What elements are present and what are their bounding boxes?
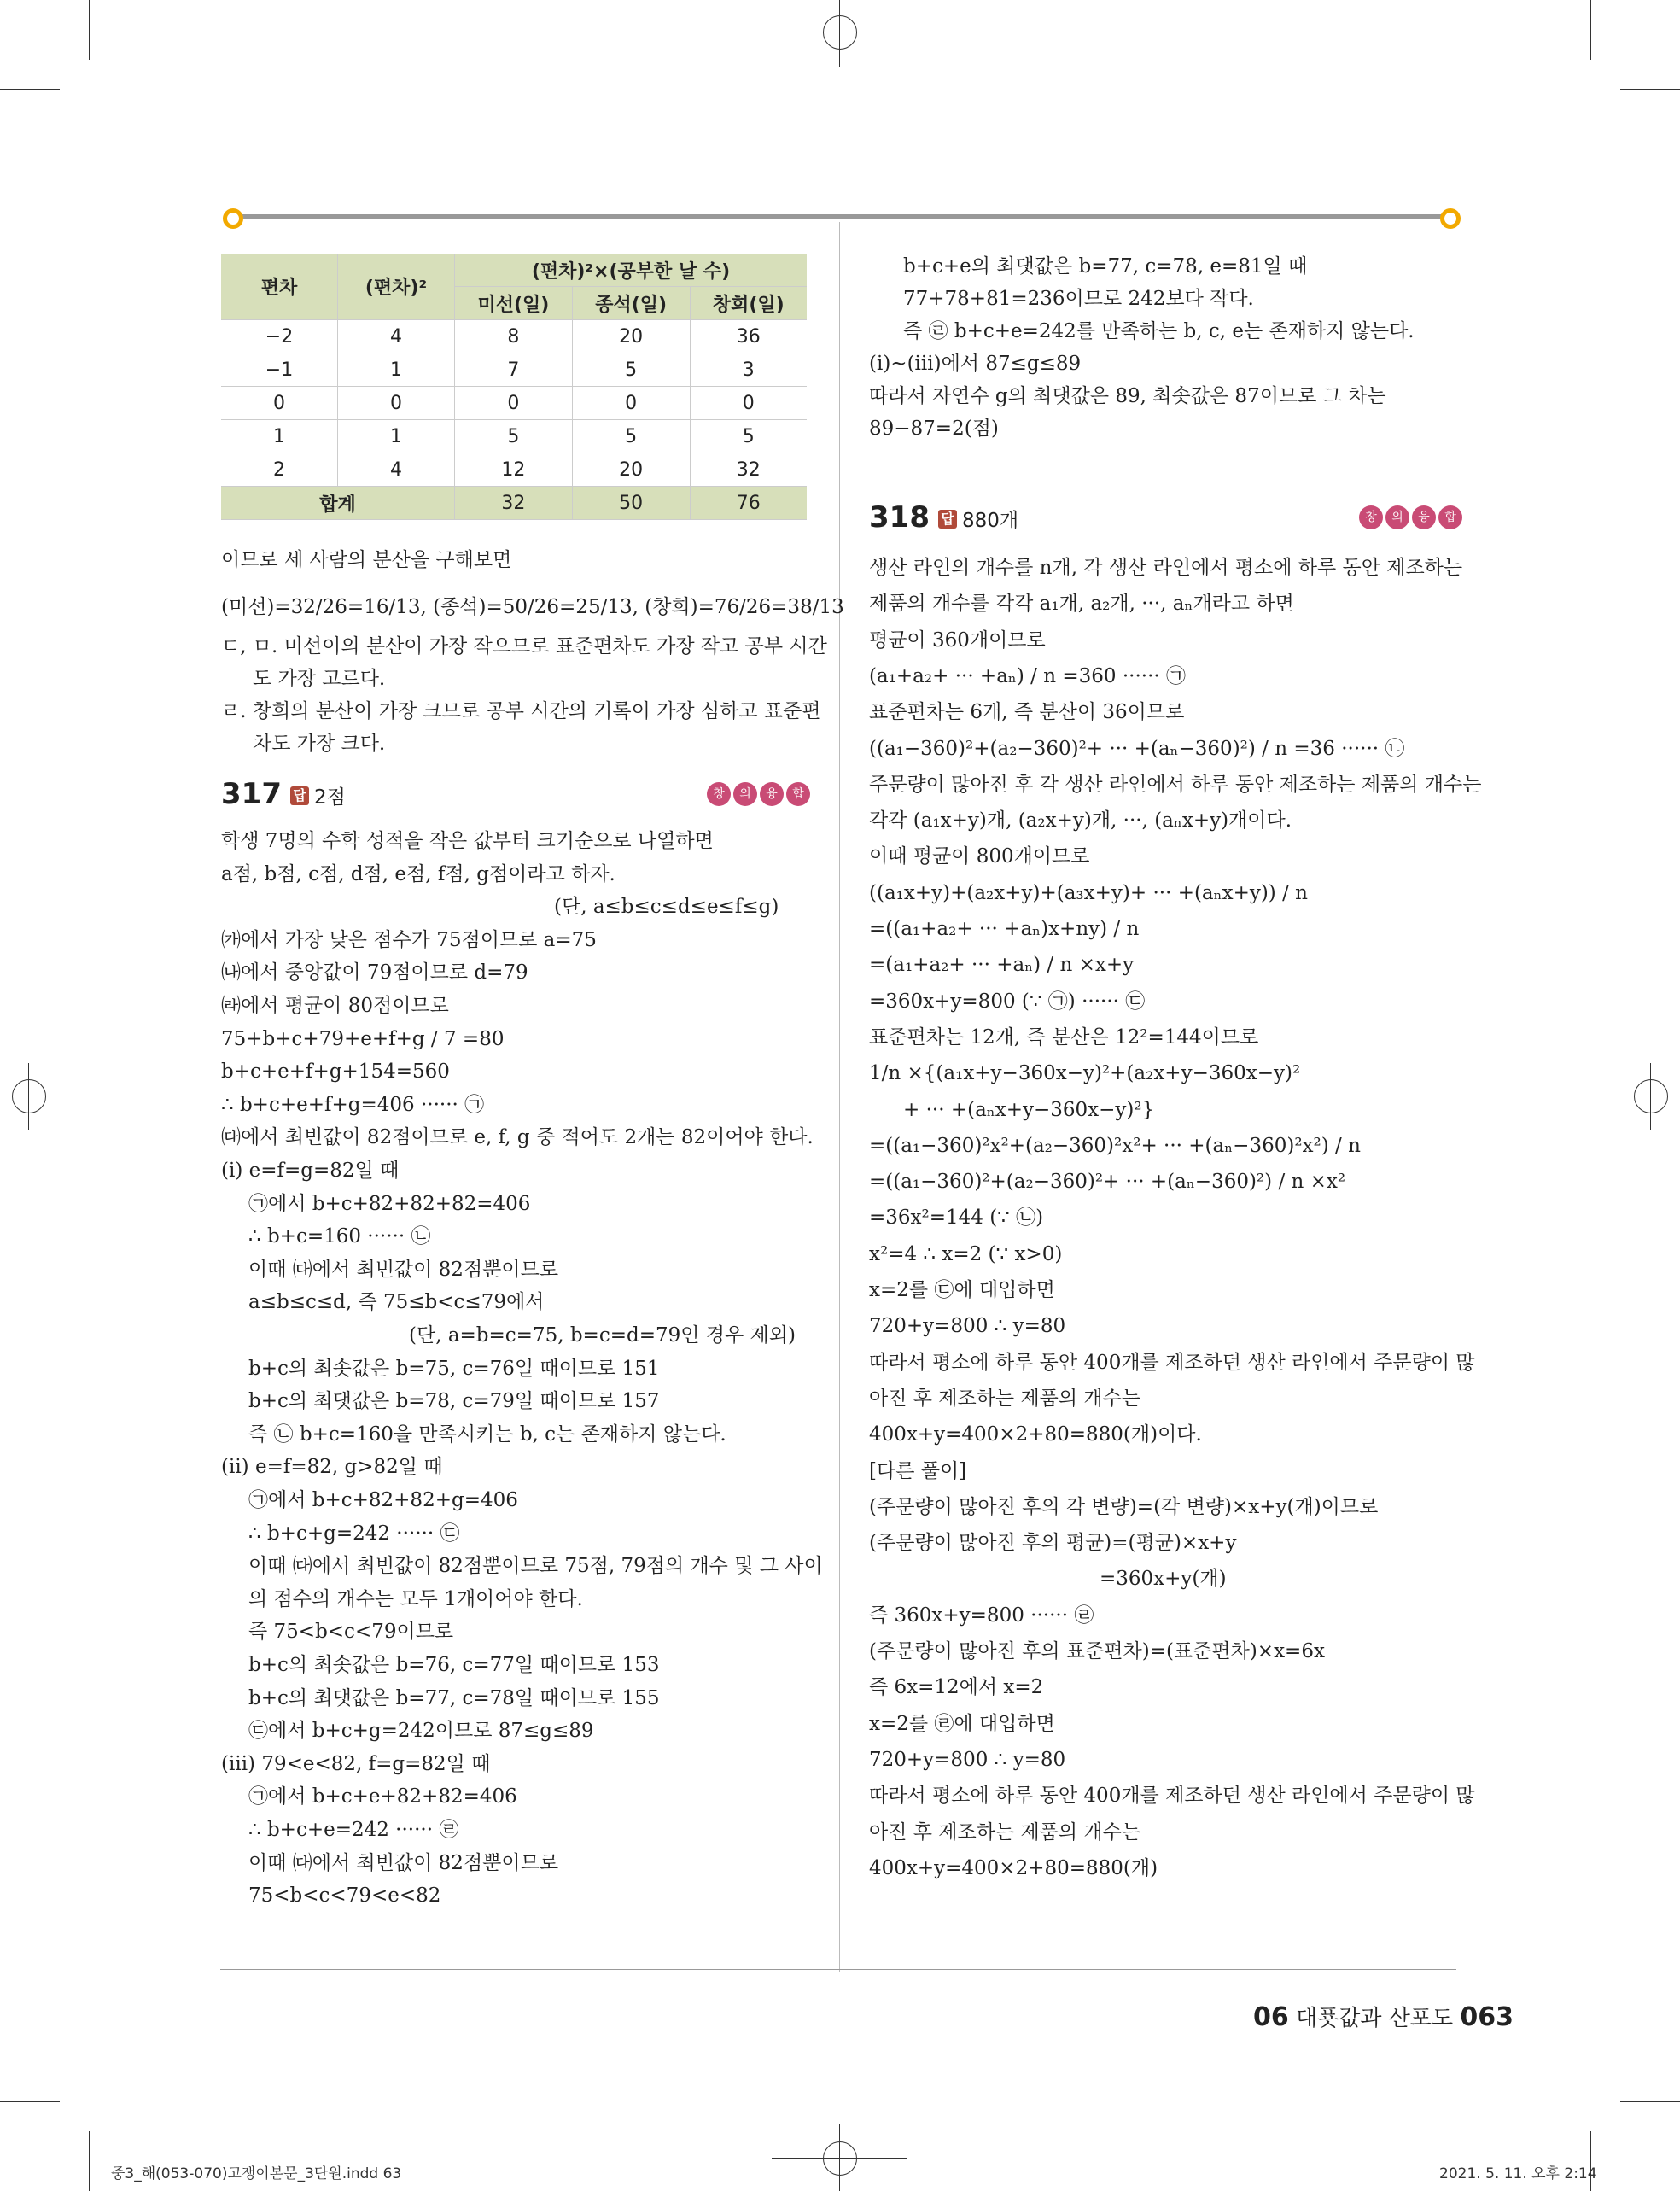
- text-line: 제품의 개수를 각각 a₁개, a₂개, ···, aₙ개라고 하면: [869, 593, 1294, 616]
- table-row: [221, 320, 807, 353]
- text-line: x=2를 ㉢에 대입하면: [869, 1279, 1055, 1301]
- text-line: (ⅱ) e=f=82, g>82일 때: [221, 1456, 443, 1479]
- text-line: 89−87=2(점): [869, 418, 999, 440]
- tag-char: 창: [1359, 505, 1383, 529]
- crop-mark: [1620, 2101, 1680, 2102]
- text-line: (주문량이 많아진 후의 표준편차)=(표준편차)×x=6x: [869, 1640, 1325, 1662]
- text-line: =((a₁+a₂+ ··· +aₙ)x+ny) / n: [869, 918, 1140, 940]
- page-number: 063: [1460, 2002, 1514, 2032]
- cell: 2: [221, 453, 338, 487]
- text-line: 즉 ㉣ b+c+e=242를 만족하는 b, c, e는 존재하지 않는다.: [903, 320, 1415, 342]
- bottom-rule: [220, 1969, 1456, 1970]
- text-line: 이때 ㈐에서 최빈값이 82점뿐이므로: [248, 1258, 559, 1281]
- text-line: (미선)=32/26=16/13, (종석)=50/26=25/13, (창희)=76/26=38/13: [221, 596, 844, 618]
- cell: 1: [221, 420, 338, 453]
- text-line: =(a₁+a₂+ ··· +aₙ) / n ×x+y: [869, 954, 1135, 977]
- table-row: [221, 387, 807, 420]
- cell: 4: [338, 320, 455, 353]
- text-line: ㈐에서 최빈값이 82점이므로 e, f, g 중 적어도 2개는 82이어야 한다.: [221, 1126, 814, 1149]
- header-product: (편차)²×(공부한 날 수): [455, 254, 808, 287]
- text-line: 75+b+c+79+e+f+g / 7 =80: [221, 1027, 505, 1050]
- cell: 8: [455, 320, 573, 353]
- tag-char: 융: [1412, 505, 1436, 529]
- text-line: 의 점수의 개수는 모두 1개이어야 한다.: [248, 1587, 583, 1610]
- text-line: a점, b점, c점, d점, e점, f점, g점이라고 하자.: [221, 862, 615, 885]
- text-line: (ⅰ) e=f=g=82일 때: [221, 1160, 400, 1182]
- text-line: =360x+y(개): [1100, 1568, 1227, 1591]
- text-line: 720+y=800 ∴ y=80: [869, 1315, 1066, 1338]
- text-line: ∴ b+c+e=242 ······ ㉣: [248, 1819, 459, 1841]
- text-line: ㉢에서 b+c+g=242이므로 87≤g≤89: [248, 1720, 594, 1743]
- text-line: 이때 ㈐에서 최빈값이 82점뿐이므로 75점, 79점의 개수 및 그 사이: [248, 1555, 823, 1578]
- column-divider: [839, 222, 840, 1972]
- top-rule: [227, 214, 1450, 219]
- cell: 50: [572, 487, 690, 520]
- text-line: (주문량이 많아진 후의 평균)=(평균)×x+y: [869, 1532, 1237, 1555]
- text-line: 도 가장 고르다.: [253, 668, 386, 690]
- text-line: b+c+e+f+g+154=560: [221, 1060, 450, 1084]
- text-line: (ⅲ) 79<e<82, f=g=82일 때: [221, 1752, 491, 1775]
- creative-tag: [1359, 505, 1462, 529]
- text-line: =36x²=144 (∵ ㉡): [869, 1207, 1044, 1230]
- problem-number: 317: [221, 777, 282, 811]
- slug-date: 2021. 5. 11. 오후 2:14: [1439, 2165, 1597, 2182]
- text-line: 표준편차는 6개, 즉 분산이 36이므로: [869, 701, 1185, 724]
- text-line: 주문량이 많아진 후 각 생산 라인에서 하루 동안 제조하는 제품의 개수는: [869, 773, 1482, 796]
- chapter-number: 06: [1253, 2002, 1289, 2032]
- text-line: [다른 풀이]: [869, 1459, 967, 1482]
- text-line: ㉠에서 b+c+82+82+82=406: [248, 1192, 531, 1215]
- cell: 12: [455, 453, 573, 487]
- cell: 36: [690, 320, 807, 353]
- problem-317-header: [221, 777, 346, 811]
- cell: 32: [455, 487, 573, 520]
- header-deviation: 편차: [221, 254, 338, 320]
- cell: 0: [338, 387, 455, 420]
- text-line: ∴ b+c+e+f+g=406 ······ ㉠: [221, 1093, 485, 1116]
- text-line: b+c의 최댓값은 b=78, c=79일 때이므로 157: [248, 1390, 660, 1413]
- problem-318-header: [869, 500, 1018, 535]
- text-line: 평균이 360개이므로: [869, 628, 1046, 651]
- cell: 7: [455, 353, 573, 387]
- text-line: 즉 75<b<c<79이므로: [248, 1621, 454, 1644]
- text-line: 77+78+81=236이므로 242보다 작다.: [903, 288, 1254, 310]
- header-deviation-squared: (편차)²: [338, 254, 455, 320]
- table-row: [221, 420, 807, 453]
- cell: 5: [690, 420, 807, 453]
- text-line: ㉠에서 b+c+82+82+g=406: [248, 1489, 518, 1511]
- text-line: 이때 ㈐에서 최빈값이 82점뿐이므로: [248, 1851, 559, 1874]
- text-line: (단, a=b=c=75, b=c=d=79인 경우 제외): [409, 1324, 796, 1347]
- text-line: ㈑에서 평균이 80점이므로: [221, 995, 449, 1017]
- answer-badge: 답: [290, 786, 309, 805]
- cell: 1: [338, 420, 455, 453]
- header-name: 미선(일): [455, 287, 573, 320]
- answer-text: 2점: [313, 786, 346, 809]
- text-line: 400x+y=400×2+80=880(개)이다.: [869, 1423, 1202, 1446]
- answer-text: 880개: [961, 510, 1019, 532]
- text-line: x=2를 ㉣에 대입하면: [869, 1712, 1055, 1735]
- text-line: b+c의 최댓값은 b=77, c=78일 때이므로 155: [248, 1686, 660, 1709]
- cell: 20: [572, 453, 690, 487]
- chapter-footer: [1253, 2001, 1514, 2032]
- text-line: =((a₁−360)²x²+(a₂−360)²x²+ ··· +(aₙ−360)²x²) / n: [869, 1134, 1361, 1157]
- text-line: 따라서 평소에 하루 동안 400개를 제조하던 생산 라인에서 주문량이 많: [869, 1351, 1475, 1374]
- text-line: (ⅰ)~(ⅲ)에서 87≤g≤89: [869, 353, 1082, 375]
- text-line: 720+y=800 ∴ y=80: [869, 1748, 1066, 1771]
- cell: −2: [221, 320, 338, 353]
- cell: 32: [690, 453, 807, 487]
- cell: −1: [221, 353, 338, 387]
- cell: 20: [572, 320, 690, 353]
- crop-mark: [1590, 0, 1591, 60]
- text-line: 따라서 평소에 하루 동안 400개를 제조하던 생산 라인에서 주문량이 많: [869, 1785, 1475, 1808]
- text-line: (a₁+a₂+ ··· +aₙ) / n =360 ······ ㉠: [869, 664, 1186, 687]
- text-line: ㈎에서 가장 낮은 점수가 75점이므로 a=75: [221, 928, 597, 951]
- text-line: 즉 6x=12에서 x=2: [869, 1676, 1044, 1699]
- text-line: ∴ b+c+g=242 ······ ㉢: [248, 1522, 460, 1545]
- text-line: =360x+y=800 (∵ ㉠) ······ ㉢: [869, 990, 1146, 1013]
- text-line: (단, a≤b≤c≤d≤e≤f≤g): [554, 896, 779, 919]
- cell: 76: [690, 487, 807, 520]
- text-line: 아진 후 제조하는 제품의 개수는: [869, 1820, 1141, 1843]
- crop-mark: [1620, 89, 1680, 90]
- tag-char: 융: [760, 782, 784, 806]
- crop-mark: [0, 2101, 60, 2102]
- problem-number: 318: [869, 500, 930, 535]
- text-line: 각각 (a₁x+y)개, (a₂x+y)개, ···, (aₙx+y)개이다.: [869, 809, 1292, 833]
- text-line: b+c의 최솟값은 b=75, c=76일 때이므로 151: [248, 1357, 660, 1380]
- text-line: ㈏에서 중앙값이 79점이므로 d=79: [221, 961, 528, 984]
- text-line: 즉 ㉡ b+c=160을 만족시키는 b, c는 존재하지 않는다.: [248, 1423, 726, 1446]
- cell: 4: [338, 453, 455, 487]
- text-line: ㄷ, ㅁ. 미선이의 분산이 가장 작으므로 표준편차도 가장 작고 공부 시간: [221, 635, 827, 657]
- table-row: [221, 453, 807, 487]
- text-line: 400x+y=400×2+80=880(개): [869, 1856, 1158, 1879]
- creative-tag: [707, 782, 810, 806]
- text-line: 이때 평균이 800개이므로: [869, 845, 1090, 868]
- total-label: 합계: [221, 487, 455, 520]
- cell: 0: [221, 387, 338, 420]
- text-line: 생산 라인의 개수를 n개, 각 생산 라인에서 평소에 하루 동안 제조하는: [869, 557, 1463, 579]
- cell: 0: [690, 387, 807, 420]
- tag-char: 의: [733, 782, 757, 806]
- answer-badge: 답: [938, 510, 957, 529]
- text-line: ((a₁x+y)+(a₂x+y)+(a₃x+y)+ ··· +(aₙx+y)) / n: [869, 881, 1308, 904]
- text-line: 즉 360x+y=800 ······ ㉣: [869, 1604, 1094, 1627]
- text-line: b+c+e의 최댓값은 b=77, c=78, e=81일 때: [903, 255, 1308, 278]
- text-line: a≤b≤c≤d, 즉 75≤b<c≤79에서: [248, 1291, 545, 1314]
- text-line: ㄹ. 창희의 분산이 가장 크므로 공부 시간의 기록이 가장 심하고 표준편: [221, 700, 821, 722]
- slug-filename: 중3_해(053-070)고쟁이본문_3단원.indd 63: [111, 2165, 402, 2182]
- text-line: 따라서 자연수 g의 최댓값은 89, 최솟값은 87이므로 그 차는: [869, 385, 1386, 407]
- text-line: b+c의 최솟값은 b=76, c=77일 때이므로 153: [248, 1654, 660, 1676]
- table-total-row: [221, 487, 807, 520]
- cell: 1: [338, 353, 455, 387]
- cell: 0: [455, 387, 573, 420]
- text-line: 차도 가장 크다.: [253, 733, 386, 755]
- variance-table: [221, 254, 807, 520]
- header-name: 종석(일): [572, 287, 690, 320]
- text-line: =((a₁−360)²+(a₂−360)²+ ··· +(aₙ−360)²) / n ×x²: [869, 1171, 1346, 1194]
- tag-char: 합: [1438, 505, 1462, 529]
- text-line: x²=4 ∴ x=2 (∵ x>0): [869, 1242, 1063, 1265]
- crop-mark: [89, 0, 90, 60]
- cell: 0: [572, 387, 690, 420]
- rule-end-dot: [1440, 208, 1461, 229]
- crop-mark: [89, 2131, 90, 2191]
- text-line: 아진 후 제조하는 제품의 개수는: [869, 1387, 1141, 1410]
- table-row: [221, 353, 807, 387]
- crop-mark: [0, 89, 60, 90]
- text-line: ㉠에서 b+c+e+82+82=406: [248, 1785, 517, 1808]
- cell: 5: [455, 420, 573, 453]
- text-line: ((a₁−360)²+(a₂−360)²+ ··· +(aₙ−360)²) / n =36 ······ ㉡: [869, 737, 1405, 760]
- text-line: + ··· +(aₙx+y−360x−y)²}: [903, 1098, 1155, 1121]
- text-line: 1/n ×{(a₁x+y−360x−y)²+(a₂x+y−360x−y)²: [869, 1062, 1301, 1085]
- tag-char: 창: [707, 782, 731, 806]
- chapter-title: 대푯값과 산포도: [1296, 2006, 1454, 2031]
- cell: 5: [572, 353, 690, 387]
- text-line: 학생 7명의 수학 성적을 작은 값부터 크기순으로 나열하면: [221, 830, 714, 852]
- header-name: 창희(일): [690, 287, 807, 320]
- text-line: ∴ b+c=160 ······ ㉡: [248, 1225, 431, 1248]
- rule-end-dot: [223, 208, 243, 229]
- cell: 3: [690, 353, 807, 387]
- text-line: 표준편차는 12개, 즉 분산은 12²=144이므로: [869, 1025, 1259, 1049]
- cell: 5: [572, 420, 690, 453]
- text-line: 이므로 세 사람의 분산을 구해보면: [221, 549, 512, 571]
- text-line: 75<b<c<79<e<82: [248, 1884, 441, 1908]
- tag-char: 의: [1385, 505, 1409, 529]
- tag-char: 합: [786, 782, 810, 806]
- text-line: (주문량이 많아진 후의 각 변량)=(각 변량)×x+y(개)이므로: [869, 1495, 1379, 1518]
